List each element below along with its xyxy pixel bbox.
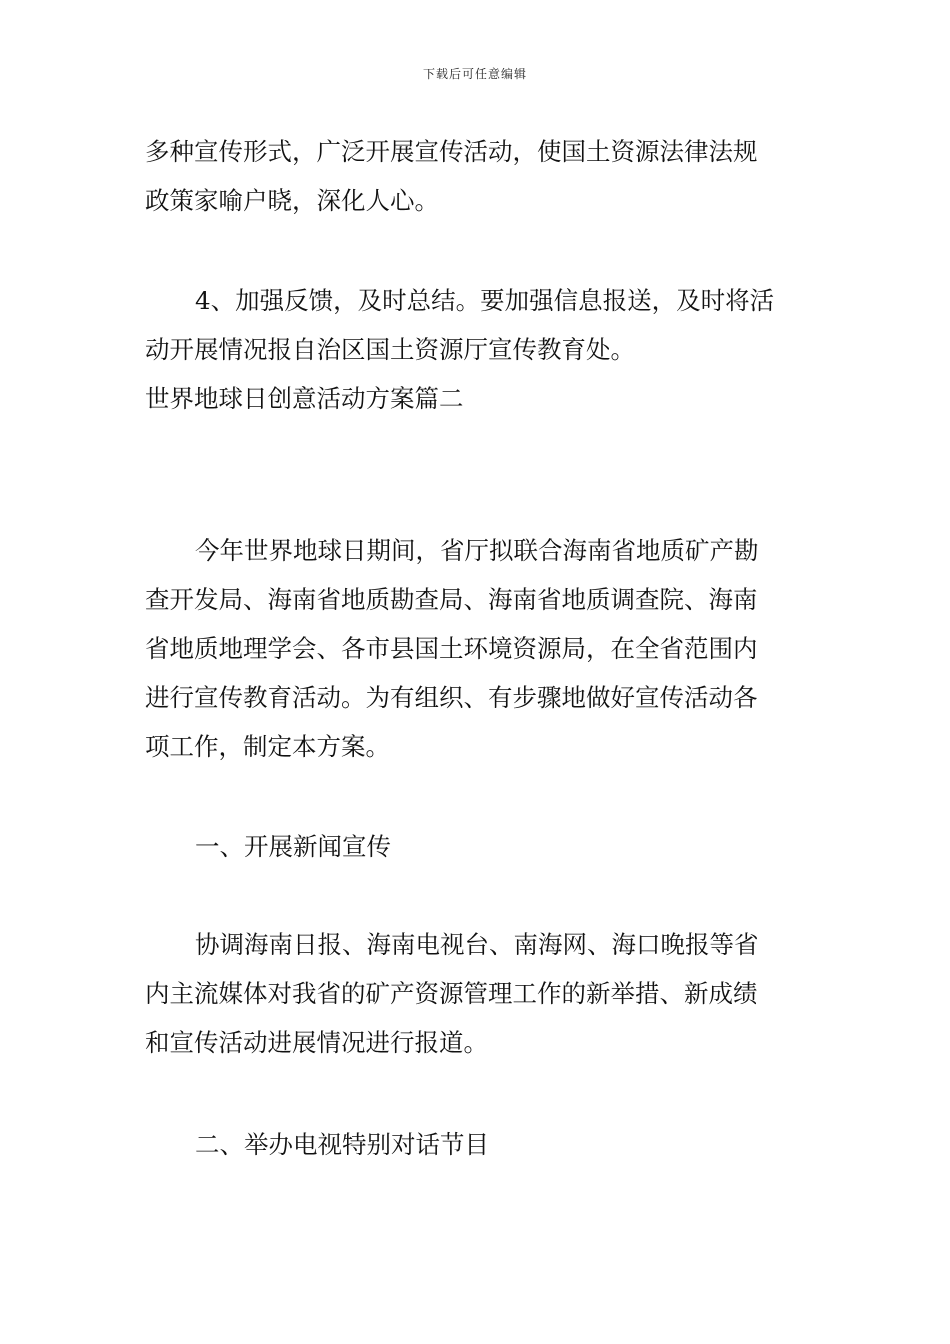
text-line: 一、开展新闻宣传 xyxy=(195,832,391,861)
text-line: 世界地球日创意活动方案篇二 xyxy=(145,384,464,413)
paragraph-feedback xyxy=(145,276,810,374)
text-line: 和宣传活动进展情况进行报道。 xyxy=(145,1028,488,1057)
text-line: 今年世界地球日期间，省厅拟联合海南省地质矿产勘 xyxy=(195,536,759,565)
text-line: 政策家喻户晓，深化人心。 xyxy=(145,186,439,215)
text-line: 二、举办电视特别对话节目 xyxy=(195,1130,489,1159)
text-line: 协调海南日报、海南电视台、南海网、海口晚报等省 xyxy=(195,930,759,959)
paragraph-intro xyxy=(145,526,810,771)
text-line: 多种宣传形式，广泛开展宣传活动，使国土资源法律法规 xyxy=(145,137,758,166)
page-header: 下载后可任意编辑 xyxy=(422,67,527,81)
text-line: 项工作，制定本方案。 xyxy=(145,732,390,761)
text-line: 动开展情况报自治区国土资源厅宣传教育处。 xyxy=(145,335,635,364)
paragraph-continuation xyxy=(145,127,810,225)
text-line: 查开发局、海南省地质勘查局、海南省地质调查院、海南 xyxy=(145,585,758,614)
heading-tv-dialogue xyxy=(145,1120,810,1169)
text-line: 4、加强反馈，及时总结。要加强信息报送，及时将活 xyxy=(195,286,775,315)
text-line: 内主流媒体对我省的矿产资源管理工作的新举措、新成绩 xyxy=(145,979,758,1008)
heading-news-publicity xyxy=(145,822,810,871)
section-title xyxy=(145,374,810,423)
paragraph-media xyxy=(145,920,810,1067)
text-line: 进行宣传教育活动。为有组织、有步骤地做好宣传活动各 xyxy=(145,683,758,712)
text-line: 省地质地理学会、各市县国土环境资源局，在全省范围内 xyxy=(145,634,758,663)
